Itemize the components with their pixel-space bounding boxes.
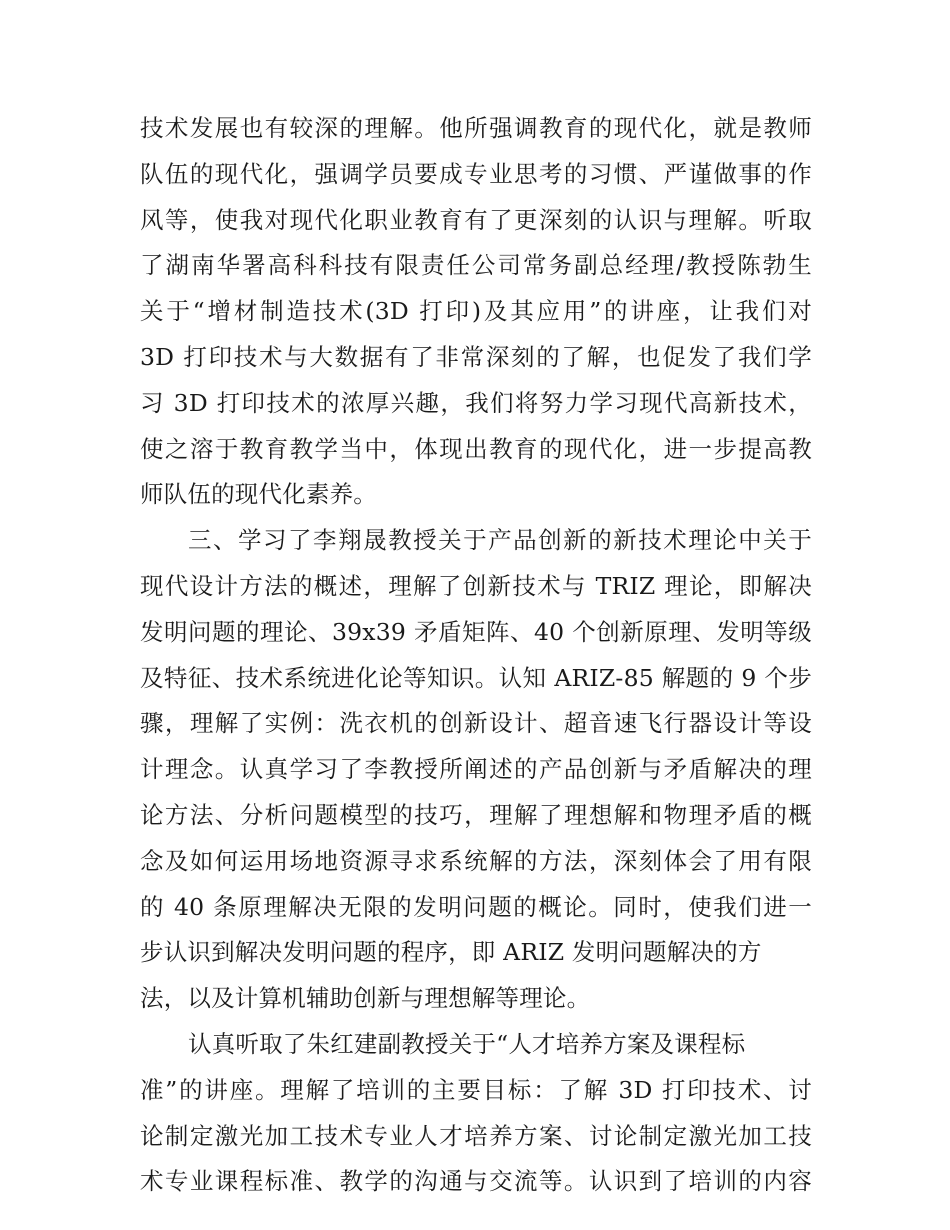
- text-line: 三、学习了李翔晟教授关于产品创新的新技术理论中关于: [188, 526, 812, 555]
- text-line: 认真听取了朱红建副教授关于“人才培养方案及课程标: [188, 1029, 746, 1058]
- text-line: 论方法、分析问题模型的技巧，理解了理想解和物理矛盾的概: [140, 800, 812, 829]
- text-line: 步认识到解决发明问题的程序，即 ARIZ 发明问题解决的方: [140, 938, 762, 967]
- text-line: 技术发展也有较深的理解。他所强调教育的现代化，就是教师: [140, 114, 812, 142]
- text-line: 念及如何运用场地资源寻求系统解的方法，深刻体会了用有限: [140, 846, 812, 875]
- text-line: 习 3D 打印技术的浓厚兴趣，我们将努力学习现代高新技术，: [140, 388, 812, 417]
- text-line: 准”的讲座。理解了培训的主要目标：了解 3D 打印技术、讨: [140, 1075, 812, 1104]
- text-line: 了湖南华署高科科技有限责任公司常务副总经理/教授陈勃生: [140, 251, 812, 280]
- text-line: 术专业课程标准、教学的沟通与交流等。认识到了培训的内容: [140, 1167, 812, 1196]
- document-body-text: [140, 106, 812, 1205]
- text-line: 现代设计方法的概述，理解了创新技术与 TRIZ 理论，即解决: [140, 571, 812, 600]
- text-line: 法，以及计算机辅助创新与理想解等理论。: [140, 984, 591, 1013]
- text-line: 发明问题的理论、39x39 矛盾矩阵、40 个创新原理、发明等级: [140, 617, 812, 646]
- text-line: 使之溶于教育教学当中，体现出教育的现代化，进一步提高教: [140, 434, 812, 463]
- text-line: 师队伍的现代化素养。: [140, 480, 377, 509]
- text-line: 的 40 条原理解决无限的发明问题的概论。同时，使我们进一: [140, 892, 812, 921]
- text-line: 3D 打印技术与大数据有了非常深刻的了解，也促发了我们学: [140, 342, 812, 371]
- text-line: 关于“增材制造技术(3D 打印)及其应用”的讲座，让我们对: [140, 297, 812, 326]
- text-line: 及特征、技术系统进化论等知识。认知 ARIZ-85 解题的 9 个步: [140, 663, 812, 692]
- text-line: 队伍的现代化，强调学员要成专业思考的习惯、严谨做事的作: [140, 159, 812, 188]
- text-line: 论制定激光加工技术专业人才培养方案、讨论制定激光加工技: [140, 1121, 812, 1150]
- text-line: 骤，理解了实例：洗衣机的创新设计、超音速飞行器设计等设: [140, 709, 812, 738]
- text-line: 计理念。认真学习了李教授所阐述的产品创新与矛盾解决的理: [140, 755, 812, 784]
- text-line: 风等，使我对现代化职业教育有了更深刻的认识与理解。听取: [140, 205, 812, 234]
